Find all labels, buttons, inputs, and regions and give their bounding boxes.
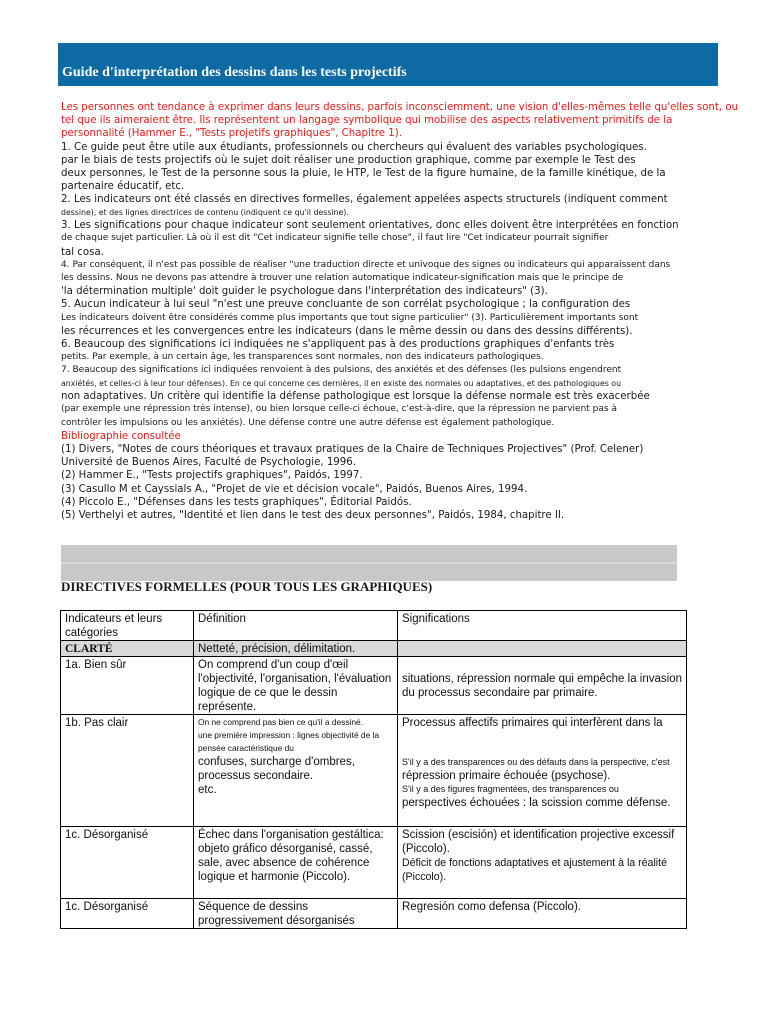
gray-separator-band <box>61 545 677 581</box>
header-cell: Définition <box>194 611 398 641</box>
definition-small-line: une première impression : lignes objectivité de la pensée caractéristique du <box>198 730 380 753</box>
definition-cell: Échec dans l'organisation gestáltica: objeto gráfico désorganisé, cassé, sale, avec absence de cohérence logique et harmonie (Piccolo). <box>194 827 398 899</box>
intro-line: 1. Ce guide peut être utile aux étudiants, professionnels ou chercheurs qui évaluent des variables psychologiques. <box>61 141 647 153</box>
indicator-cell: 1c. Désorganisé <box>61 899 194 929</box>
intro-line: non adaptatives. Un critère qui identifie la défense pathologique est lorsque la défense normale est très exacerbée <box>61 391 650 403</box>
significations-line: Déficit de fonctions adaptatives et ajustement à la réalité (Piccolo). <box>402 857 667 883</box>
intro-line: Les personnes ont tendance à exprimer dans leurs dessins, parfois inconsciemment, une vision d'elles-mêmes telle qu'elles sont, ou <box>61 102 739 113</box>
intro-line: les récurrences et les convergences entre les indicateurs (dans le même dessin ou dans des dessins différents). <box>61 325 633 337</box>
intro-line: 2. Les indicateurs ont été classés en directives formelles, également appelées aspects structurels (indiquent comment <box>61 194 668 206</box>
bibliography-item: (5) Verthelyi et autres, "Identité et lien dans le test des deux personnes", Paidós, 1984, chapitre II. <box>61 510 565 522</box>
bibliography-item: (2) Hammer E., "Tests projectifs graphiques", Paidós, 1997. <box>61 470 363 482</box>
intro-line: tal cosa. <box>61 246 104 258</box>
intro-line: contrôler les impulsions ou les anxiétés). Une défense contre une autre défense est également pathologique. <box>61 417 555 428</box>
significations-cell <box>398 657 687 715</box>
intro-text <box>61 101 739 522</box>
significations-cell: Regresión como defensa (Piccolo). <box>398 899 687 929</box>
category-empty-cell <box>398 641 687 657</box>
definition-line: confuses, surcharge d'ombres, processus secondaire. <box>198 756 355 782</box>
category-cell <box>61 641 194 657</box>
intro-line: personnalité (Hammer E., "Tests projetifs graphiques", Chapitre 1). <box>61 128 402 140</box>
bibliography-item: (1) Divers, "Notes de cours théoriques et travaux pratiques de la Chaire de Techniques Projectives" (Prof. Celener) <box>61 444 644 456</box>
significations-line: Processus affectifs primaires qui interfèrent dans la <box>402 717 663 729</box>
header-cell: Indicateurs et leurs catégories <box>61 611 194 641</box>
intro-line: anxiétés, et celles-ci à leur tour défenses). En ce qui concerne ces dernières, il en existe des normales ou adaptatives, et des pathologiques ou <box>61 378 622 388</box>
intro-line: deux personnes, le Test de la personne sous la pluie, le HTP, le Test de la figure humaine, de la famille kinétique, de la <box>61 168 666 180</box>
category-definition: Netteté, précision, délimitation. <box>194 641 398 657</box>
indicator-cell: 1b. Pas clair <box>61 715 194 827</box>
document-title: Guide d'interprétation des dessins dans les tests projectifs <box>62 65 407 80</box>
intro-line: tel que ils aimeraient être. Ils représentent un langage symbolique qui mobilise des aspects relativement primitifs de la <box>61 115 673 127</box>
definition-line: etc. <box>198 784 217 796</box>
intro-line: 7. Beaucoup des significations ici indiquées renvoient à des pulsions, des anxiétés et des défenses (les pulsions engendrent <box>61 365 622 376</box>
definition-cell: On comprend d'un coup d'œil l'objectivité, l'organisation, l'évaluation logique de ce que le dessin représente. <box>194 657 398 715</box>
indicator-cell: 1a. Bien sûr <box>61 657 194 715</box>
intro-line: 3. Les significations pour chaque indicateur sont seulement orientatives, donc elles doivent être interprétées en fonction <box>61 220 679 232</box>
bibliography-item: (4) Piccolo E., "Défenses dans les tests graphiques", Éditorial Paidós. <box>61 496 412 508</box>
category-row <box>61 641 687 657</box>
indicators-table <box>60 610 687 929</box>
significations-text: situations, répression normale qui empêche la invasion du processus secondaire par primaire. <box>402 673 682 699</box>
bibliography-item: Université de Buenos Aires, Faculté de Psychologie, 1996. <box>61 457 356 469</box>
intro-line: 4. Par conséquent, il n'est pas possible de réaliser "une traduction directe et univoque des signes ou indicateurs qui apparaissent dans <box>61 259 671 270</box>
table-header-row <box>61 611 687 641</box>
intro-line: 5. Aucun indicateur à lui seul "n'est une preuve concluante de son corrélat psychologique ; la configuration des <box>61 299 631 311</box>
intro-line: de chaque sujet particulier. Là où il est dit "Cet indicateur signifie telle chose", il faut lire "Cet indicateur pourrait signifier <box>61 233 609 244</box>
significations-line: Scission (escisión) et identification projective excessif (Piccolo). <box>402 829 675 855</box>
definition-small-line: On ne comprend pas bien ce qu'il a dessiné. <box>198 717 364 727</box>
definition-cell: Séquence de dessins progressivement désorganisés <box>194 899 398 929</box>
significations-line: perspectives échouées : la scission comme défense. <box>402 797 671 809</box>
intro-line: petits. Par exemple, à un certain âge, les transparences sont normales, non des indicateurs pathologiques. <box>61 352 544 363</box>
significations-small-line: S'il y a des transparences ou des défauts dans la perspective, c'est <box>402 757 670 767</box>
intro-line: Les indicateurs doivent être considérés comme plus importants que tout signe particulier" (3). Particulièrement importants sont <box>61 312 639 323</box>
significations-cell <box>398 827 687 899</box>
significations-small-line: S'il y a des figures fragmentées, des transparences ou <box>402 784 619 794</box>
intro-line: 6. Beaucoup des significations ici indiquées ne s'appliquent pas à des productions graphiques d'enfants très <box>61 339 615 351</box>
table-row <box>61 899 687 929</box>
section-title: DIRECTIVES FORMELLES (POUR TOUS LES GRAPHIQUES) <box>61 579 433 594</box>
category-label: CLARTÉ <box>65 643 113 655</box>
band-stripe <box>61 562 677 564</box>
intro-line: (par exemple une répression très intense), ou bien lorsque celle-ci échoue, c'est-à-dire, que la répression ne parvient pas à <box>61 404 617 415</box>
table-row <box>61 657 687 715</box>
indicator-cell: 1c. Désorganisé <box>61 827 194 899</box>
table-row <box>61 715 687 827</box>
intro-line: partenaire éducatif, etc. <box>61 181 185 193</box>
intro-line: les dessins. Nous ne devons pas attendre à trouver une relation automatique indicateur-signification mais que le principe de <box>61 273 624 284</box>
significations-line: répression primaire échouée (psychose). <box>402 770 611 782</box>
intro-line: par le biais de tests projectifs où le sujet doit réaliser une production graphique, comme par exemple le Test des <box>61 154 636 166</box>
intro-line: 'la détermination multiple' doit guider le psychologue dans l'interprétation des indicateurs" (3). <box>61 286 548 298</box>
header-cell: Significations <box>398 611 687 641</box>
table-row <box>61 827 687 899</box>
significations-cell <box>398 715 687 827</box>
definition-cell <box>194 715 398 827</box>
bibliography-item: (3) Casullo M et Cayssials A., "Projet de vie et décision vocale", Paidós, Buenos Aires, 1994. <box>61 483 528 495</box>
header-bar <box>58 43 718 86</box>
intro-line: dessine), et des lignes directrices de contenu (indiquent ce qu'il dessine). <box>61 207 349 217</box>
bibliography-title: Bibliographie consultée <box>61 430 181 442</box>
